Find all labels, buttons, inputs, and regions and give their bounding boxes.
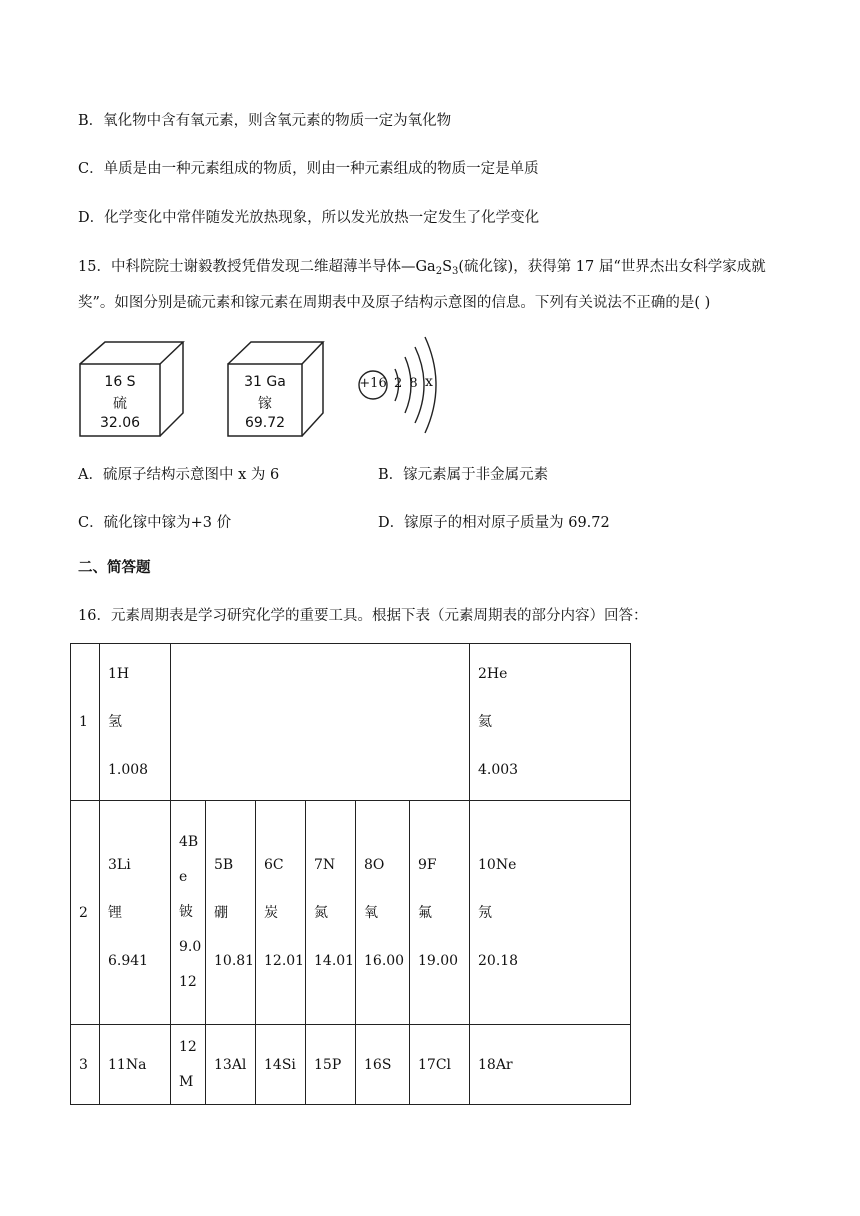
outer-shell-x: x	[425, 374, 433, 390]
periodic-table	[70, 643, 631, 1105]
element-cell-he: 2He 氦 4.003	[470, 644, 631, 801]
empty-gap-cell	[171, 644, 470, 801]
gallium-element-card	[226, 339, 344, 439]
sulfur-number-symbol: 16 S	[104, 374, 136, 390]
element-cell-si: 14Si	[256, 1025, 306, 1105]
element-cell-o: 8O 氧 16.00	[356, 801, 410, 1025]
sulfur-mass: 32.06	[99, 415, 141, 431]
nucleus-charge: +16	[359, 376, 387, 391]
gallium-mass: 69.72	[244, 415, 286, 431]
element-cell-b: 5B 硼 10.81	[206, 801, 256, 1025]
element-cell-n: 7N 氮 14.01	[306, 801, 356, 1025]
q15-option-c: C．硫化镓中镓为+3 价	[78, 515, 232, 531]
element-cell-s: 16S	[356, 1025, 410, 1105]
element-cell-al: 13Al	[206, 1025, 256, 1105]
element-cell-li: 3Li 锂 6.941	[100, 801, 171, 1025]
gallium-name: 镓	[258, 396, 272, 412]
element-cell-be: 4B e 铍 9.0 12	[171, 801, 206, 1025]
sulfur-name: 硫	[113, 396, 127, 412]
q15-option-b: B．镓元素属于非金属元素	[378, 467, 549, 483]
q15-stem-line2: 奖”。如图分别是硫元素和镓元素在周期表中及原子结构示意图的信息。下列有关说法不正确的是( )	[78, 295, 711, 311]
element-cell-mg: 12 M	[171, 1025, 206, 1105]
element-cell-ar: 18Ar	[470, 1025, 631, 1105]
element-cell-ne: 10Ne 氖 20.18	[470, 801, 631, 1025]
section-heading: 二、简答题	[78, 559, 151, 576]
q14-option-c: C．单质是由一种元素组成的物质，则由一种元素组成的物质一定是单质	[78, 161, 539, 177]
element-cell-na: 11Na	[100, 1025, 171, 1105]
electron-shells: 2 8	[394, 376, 418, 391]
gallium-number-symbol: 31 Ga	[244, 374, 286, 390]
element-cell-cl: 17Cl	[410, 1025, 470, 1105]
element-cell-c: 6C 炭 12.01	[256, 801, 306, 1025]
q15-stem-line1: 15．中科院院士谢毅教授凭借发现二维超薄半导体$—Ga_2S_3$(硫化镓)，获得第 17 届“世界杰出女科学家成就	[78, 259, 766, 277]
element-cell-p: 15P	[306, 1025, 356, 1105]
q14-option-d: D．化学变化中常伴随发光放热现象，所以发光放热一定发生了化学变化	[78, 210, 540, 226]
sulfur-atom-structure-diagram	[355, 333, 445, 438]
q15-option-d: D．镓原子的相对原子质量为 69.72	[378, 515, 610, 531]
sulfur-element-card	[78, 339, 196, 439]
element-cell-h: 1H 氢 1.008	[100, 644, 171, 801]
q15-option-a: A．硫原子结构示意图中 x 为 6	[78, 467, 280, 483]
period-number: 3	[71, 1025, 100, 1105]
q16-stem: 16．元素周期表是学习研究化学的重要工具。根据下表（元素周期表的部分内容）回答：	[78, 608, 648, 624]
q14-option-b: B．氧化物中含有氧元素，则含氧元素的物质一定为氧化物	[78, 113, 452, 129]
period-number: 1	[71, 644, 100, 801]
period-number: 2	[71, 801, 100, 1025]
element-cell-f: 9F 氟 19.00	[410, 801, 470, 1025]
